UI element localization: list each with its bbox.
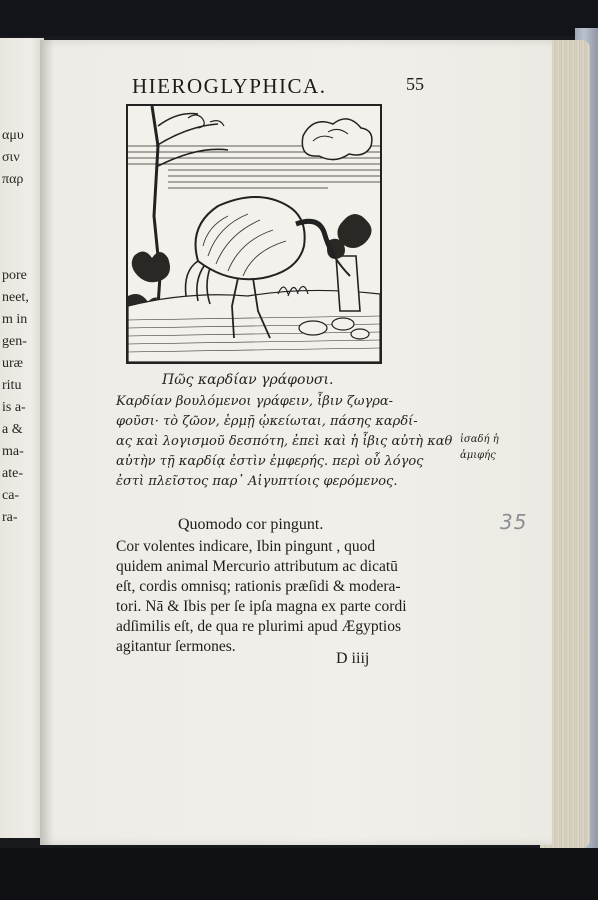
latin-text-line: quidem animal Mercurio attributum ac dicatū [116,558,398,575]
latin-text-line: agitantur ſermones. [116,638,236,655]
left-page-text: ritu [2,378,22,393]
left-page-text: αμυ [2,128,24,143]
left-page-text: ra- [2,510,18,525]
greek-text-line: ας καὶ λογισμοῦ δεσπότη, ἐπεὶ καὶ ἡ ἶβις αὐτὴ καθ [116,434,453,449]
left-page-text: ma- [2,444,24,459]
latin-text-line: eſt, cordis omnisq; rationis præſidi & modera- [116,578,401,595]
latin-heading: Quomodo cor pingunt. [178,516,324,533]
page-number: 55 [406,74,424,94]
running-title: HIEROGLYPHICA. [132,74,327,98]
greek-heading: Πῶς καρδίαν γράφουσι. [162,372,334,388]
left-page-text: pore [2,268,27,283]
pencil-folio-number: 35 [500,510,528,534]
left-page [0,38,44,838]
left-page-text: gen- [2,334,27,349]
left-page-text: ca- [2,488,20,503]
left-page-text: neet, [2,290,29,305]
latin-text-line: adſimilis eſt, de qua re plurimi apud Ægyptios [116,618,401,635]
greek-margin-note: ἰσαδή ἡ [460,434,499,445]
greek-text-line: Καρδίαν βουλόμενοι γράφειν, ἶβιν ζωγρα- [116,394,394,409]
left-page-text: is a- [2,400,26,415]
left-page-text: ate- [2,466,23,481]
greek-text-line: αὐτὴν τῇ καρδίᾳ ἐστὶν ἐμφερής. περὶ οὗ λόγος [116,454,424,469]
main-page [40,40,552,845]
left-page-text: παρ [2,172,24,187]
left-page-text: a & [2,422,23,437]
greek-margin-note: ἀμιφής [460,450,496,461]
background-top [0,0,598,36]
latin-text-line: tori. Nā & Ibis per ſe ipſa magna ex parte cordi [116,598,407,615]
signature-mark: D iiij [336,650,370,667]
ibis-woodcut-illustration [126,104,382,364]
left-page-text: σιν [2,150,20,165]
greek-text-line: φοῦσι· τὸ ζῶον, ἑρμῇ ᾠκείωται, πάσης καρδί- [116,414,418,429]
left-page-text: uræ [2,356,23,371]
left-page-text: m in [2,312,28,327]
greek-text-line: ἐστὶ πλεῖστος παρ᾽ Αἰγυπτίοις φερόμενος. [116,474,398,489]
latin-text-line: Cor volentes indicare, Ibin pingunt , quod [116,538,376,555]
background-bottom [0,848,598,900]
